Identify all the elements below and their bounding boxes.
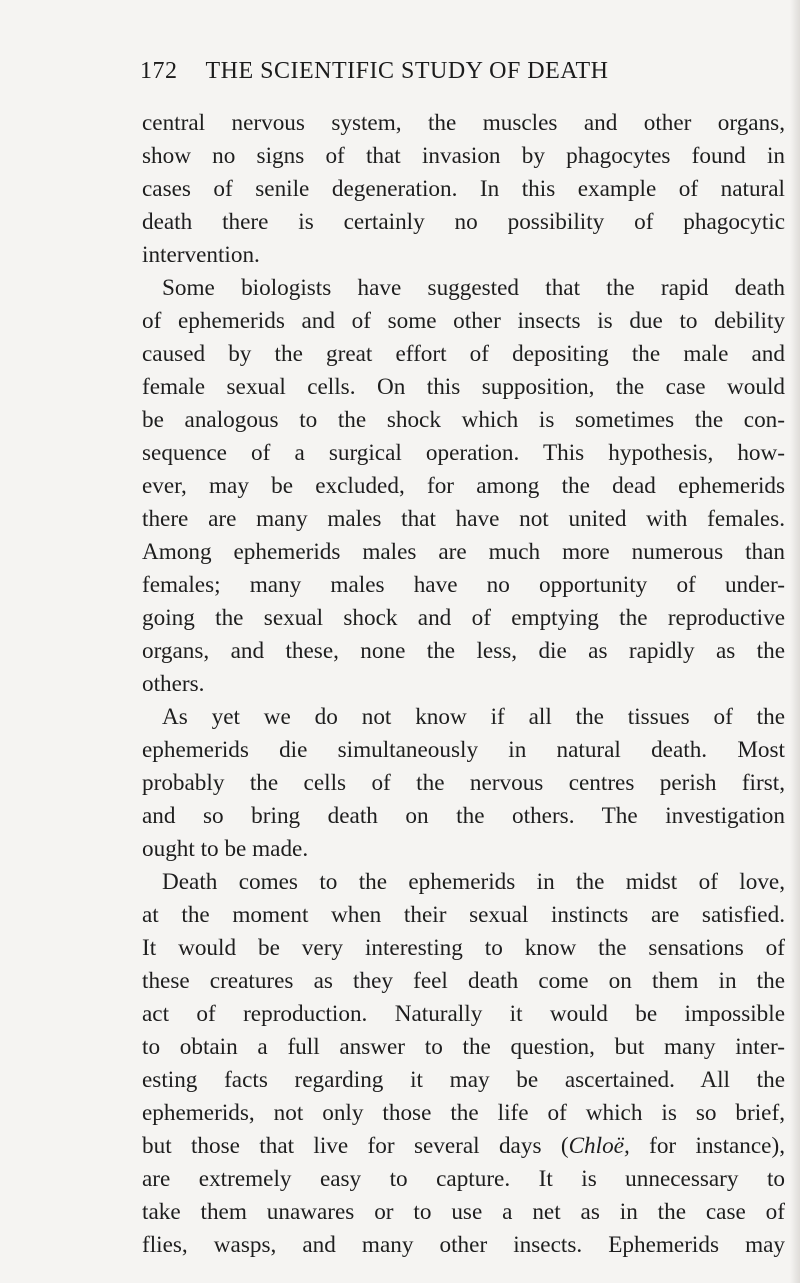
text-line: Some biologists have suggested that the rapid death xyxy=(162,275,785,301)
text-line: sequence of a surgical operation. This hypothesis, how- xyxy=(142,440,785,466)
text-line: Death comes to the ephemerids in the midst of love, xyxy=(162,869,785,895)
text-line: death there is certainly no possibility of phagocytic xyxy=(142,209,785,235)
paragraph-2 xyxy=(142,272,785,701)
text-line: females; many males have no opportunity of under- xyxy=(142,572,785,598)
text-line: probably the cells of the nervous centres perish first, xyxy=(142,770,785,796)
text-line: and so bring death on the others. The investigation xyxy=(142,803,785,829)
text-line: ought to be made. xyxy=(142,836,309,862)
text-line: to obtain a full answer to the question, but many inter- xyxy=(142,1034,785,1060)
text-line: show no signs of that invasion by phagocytes found in xyxy=(142,143,785,169)
text-line: act of reproduction. Naturally it would be impossible xyxy=(142,1001,785,1027)
paragraph-3 xyxy=(142,701,785,866)
text-line: ephemerids, not only those the life of which is so brief, xyxy=(142,1100,785,1126)
text-line: of ephemerids and of some other insects is due to debility xyxy=(142,308,785,334)
text-line: It would be very interesting to know the sensations of xyxy=(142,935,785,961)
text-line: intervention. xyxy=(142,242,260,268)
text-line: ephemerids die simultaneously in natural death. Most xyxy=(142,737,785,763)
text-line: caused by the great effort of depositing the male and xyxy=(142,341,785,367)
text-run: for instance), xyxy=(629,1133,785,1159)
text-line: are extremely easy to capture. It is unnecessary to xyxy=(142,1166,785,1192)
text-line: these creatures as they feel death come on them in the xyxy=(142,968,785,994)
text-line: organs, and these, none the less, die as rapidly as the xyxy=(142,638,785,664)
text-line: As yet we do not know if all the tissues of the xyxy=(162,704,785,730)
page-number: 172 xyxy=(140,58,178,84)
text-line: female sexual cells. On this supposition, the case would xyxy=(142,374,785,400)
text-line: cases of senile degeneration. In this example of natural xyxy=(142,176,785,202)
paragraph-1 xyxy=(142,107,785,272)
italic-species-name: Chloë, xyxy=(568,1133,630,1159)
text-line: going the sexual shock and of emptying the reproductive xyxy=(142,605,785,631)
running-header xyxy=(140,58,780,85)
text-line: at the moment when their sexual instincts are satisfied. xyxy=(142,902,785,928)
text-line: central nervous system, the muscles and other organs, xyxy=(142,110,785,136)
page-edge-shadow xyxy=(790,0,800,1283)
text-line: there are many males that have not united with females. xyxy=(142,506,785,532)
text-line: others. xyxy=(142,671,205,697)
text-line: be analogous to the shock which is sometimes the con- xyxy=(142,407,785,433)
text-line: ever, may be excluded, for among the dead ephemerids xyxy=(142,473,785,499)
text-line: take them unawares or to use a net as in the case of xyxy=(142,1199,785,1225)
body-text xyxy=(142,107,785,1262)
text-line: Among ephemerids males are much more numerous than xyxy=(142,539,785,565)
text-line-with-italic xyxy=(142,1130,785,1163)
running-title: THE SCIENTIFIC STUDY OF DEATH xyxy=(205,58,609,84)
text-line: esting facts regarding it may be ascertained. All the xyxy=(142,1067,785,1093)
text-line: flies, wasps, and many other insects. Ephemerids may xyxy=(142,1232,785,1258)
paragraph-4 xyxy=(142,866,785,1262)
text-run: but those that live for several days ( xyxy=(142,1133,569,1159)
